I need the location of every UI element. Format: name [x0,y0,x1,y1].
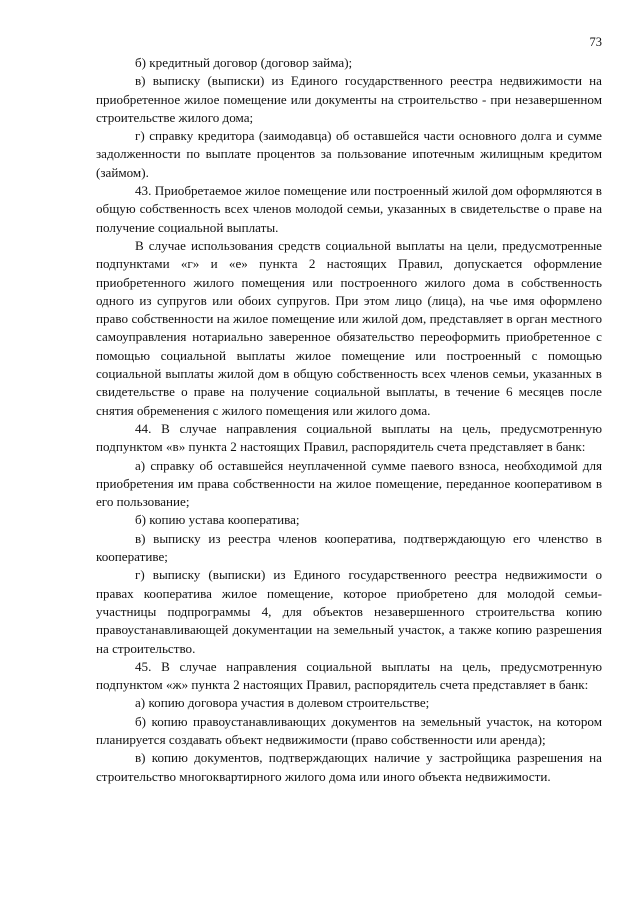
paragraph-ownership-registration: В случае использования средств социальной выплаты на цели, предусмотренные подпунктами «г» и «е» пункта 2 настоящих Правил, допускается оформление приобретенного жилого помещения или построенного жилого дома в собственность одного из супругов или обоих супругов. При этом лицо (лица), на чье имя оформлено право собственности на жилое помещение или жилой дом, представляет в орган местного самоуправления нотариально заверенное обязательство переоформить приобретенное с помощью социальной выплаты жилое помещение или построенный с помощью социальной выплаты жилой дом в общую собственность всех членов семьи, указанных в свидетельстве о праве на получение социальной выплаты, в течение 6 месяцев после снятия обременения с жилого помещения или жилого дома. [96,237,602,418]
paragraph-item-45: 45. В случае направления социальной выплаты на цель, предусмотренную подпунктом «ж» пункта 2 настоящих Правил, распорядитель счета представляет в банк: [96,658,602,693]
paragraph-members-register-extract: в) выписку из реестра членов кооператива, подтверждающую его членство в кооперативе; [96,530,602,565]
paragraph-share-contribution-certificate: а) справку об оставшейся неуплаченной сумме паевого взноса, необходимой для приобретения им права собственности на жилое помещение, переданное кооперативом в его пользование; [96,457,602,510]
paragraph-item-44: 44. В случае направления социальной выплаты на цель, предусмотренную подпунктом «в» пункта 2 настоящих Правил, распорядитель счета представляет в банк: [96,420,602,455]
paragraph-shared-construction-contract: а) копию договора участия в долевом строительстве; [135,695,430,711]
paragraph-creditor-certificate: г) справку кредитора (заимодавца) об оставшейся части основного долга и сумме задолженности по выплате процентов за пользование ипотечным жилищным кредитом (займом). [96,128,602,180]
page-number: 73 [589,35,602,49]
paragraph-land-title-documents: б) копию правоустанавливающих документов на земельный участок, на котором планируется создавать объект недвижимости (право собственности или аренда); [96,713,602,747]
paragraph-cooperative-rights-extract: г) выписку (выписки) из Единого государственного реестра недвижимости о правах кооператива жилое помещение, которое приобретено для молодой семьи-участницы подпрограммы 4, для объектов незавершенного строительства копию правоустанавливающей документации на земельный участок, а также копию разрешения на строительство. [96,567,602,656]
paragraph-registry-extract: в) выписку (выписки) из Единого государственного реестра недвижимости на приобретенное жилое помещение или документы на строительство - при незавершенном строительстве жилого дома; [96,73,602,125]
paragraph-item-43: 43. Приобретаемое жилое помещение или построенный жилой дом оформляются в общую собственность всех членов молодой семьи, указанных в свидетельстве о праве на получение социальной выплаты. [96,183,602,235]
paragraph-cooperative-charter: б) копию устава кооператива; [135,512,300,528]
paragraph-building-permit: в) копию документов, подтверждающих наличие у застройщика разрешения на строительство многоквартирного жилого дома или иного объекта недвижимости. [96,750,602,784]
document-body [96,54,602,786]
paragraph-credit-agreement: б) кредитный договор (договор займа); [135,55,353,70]
